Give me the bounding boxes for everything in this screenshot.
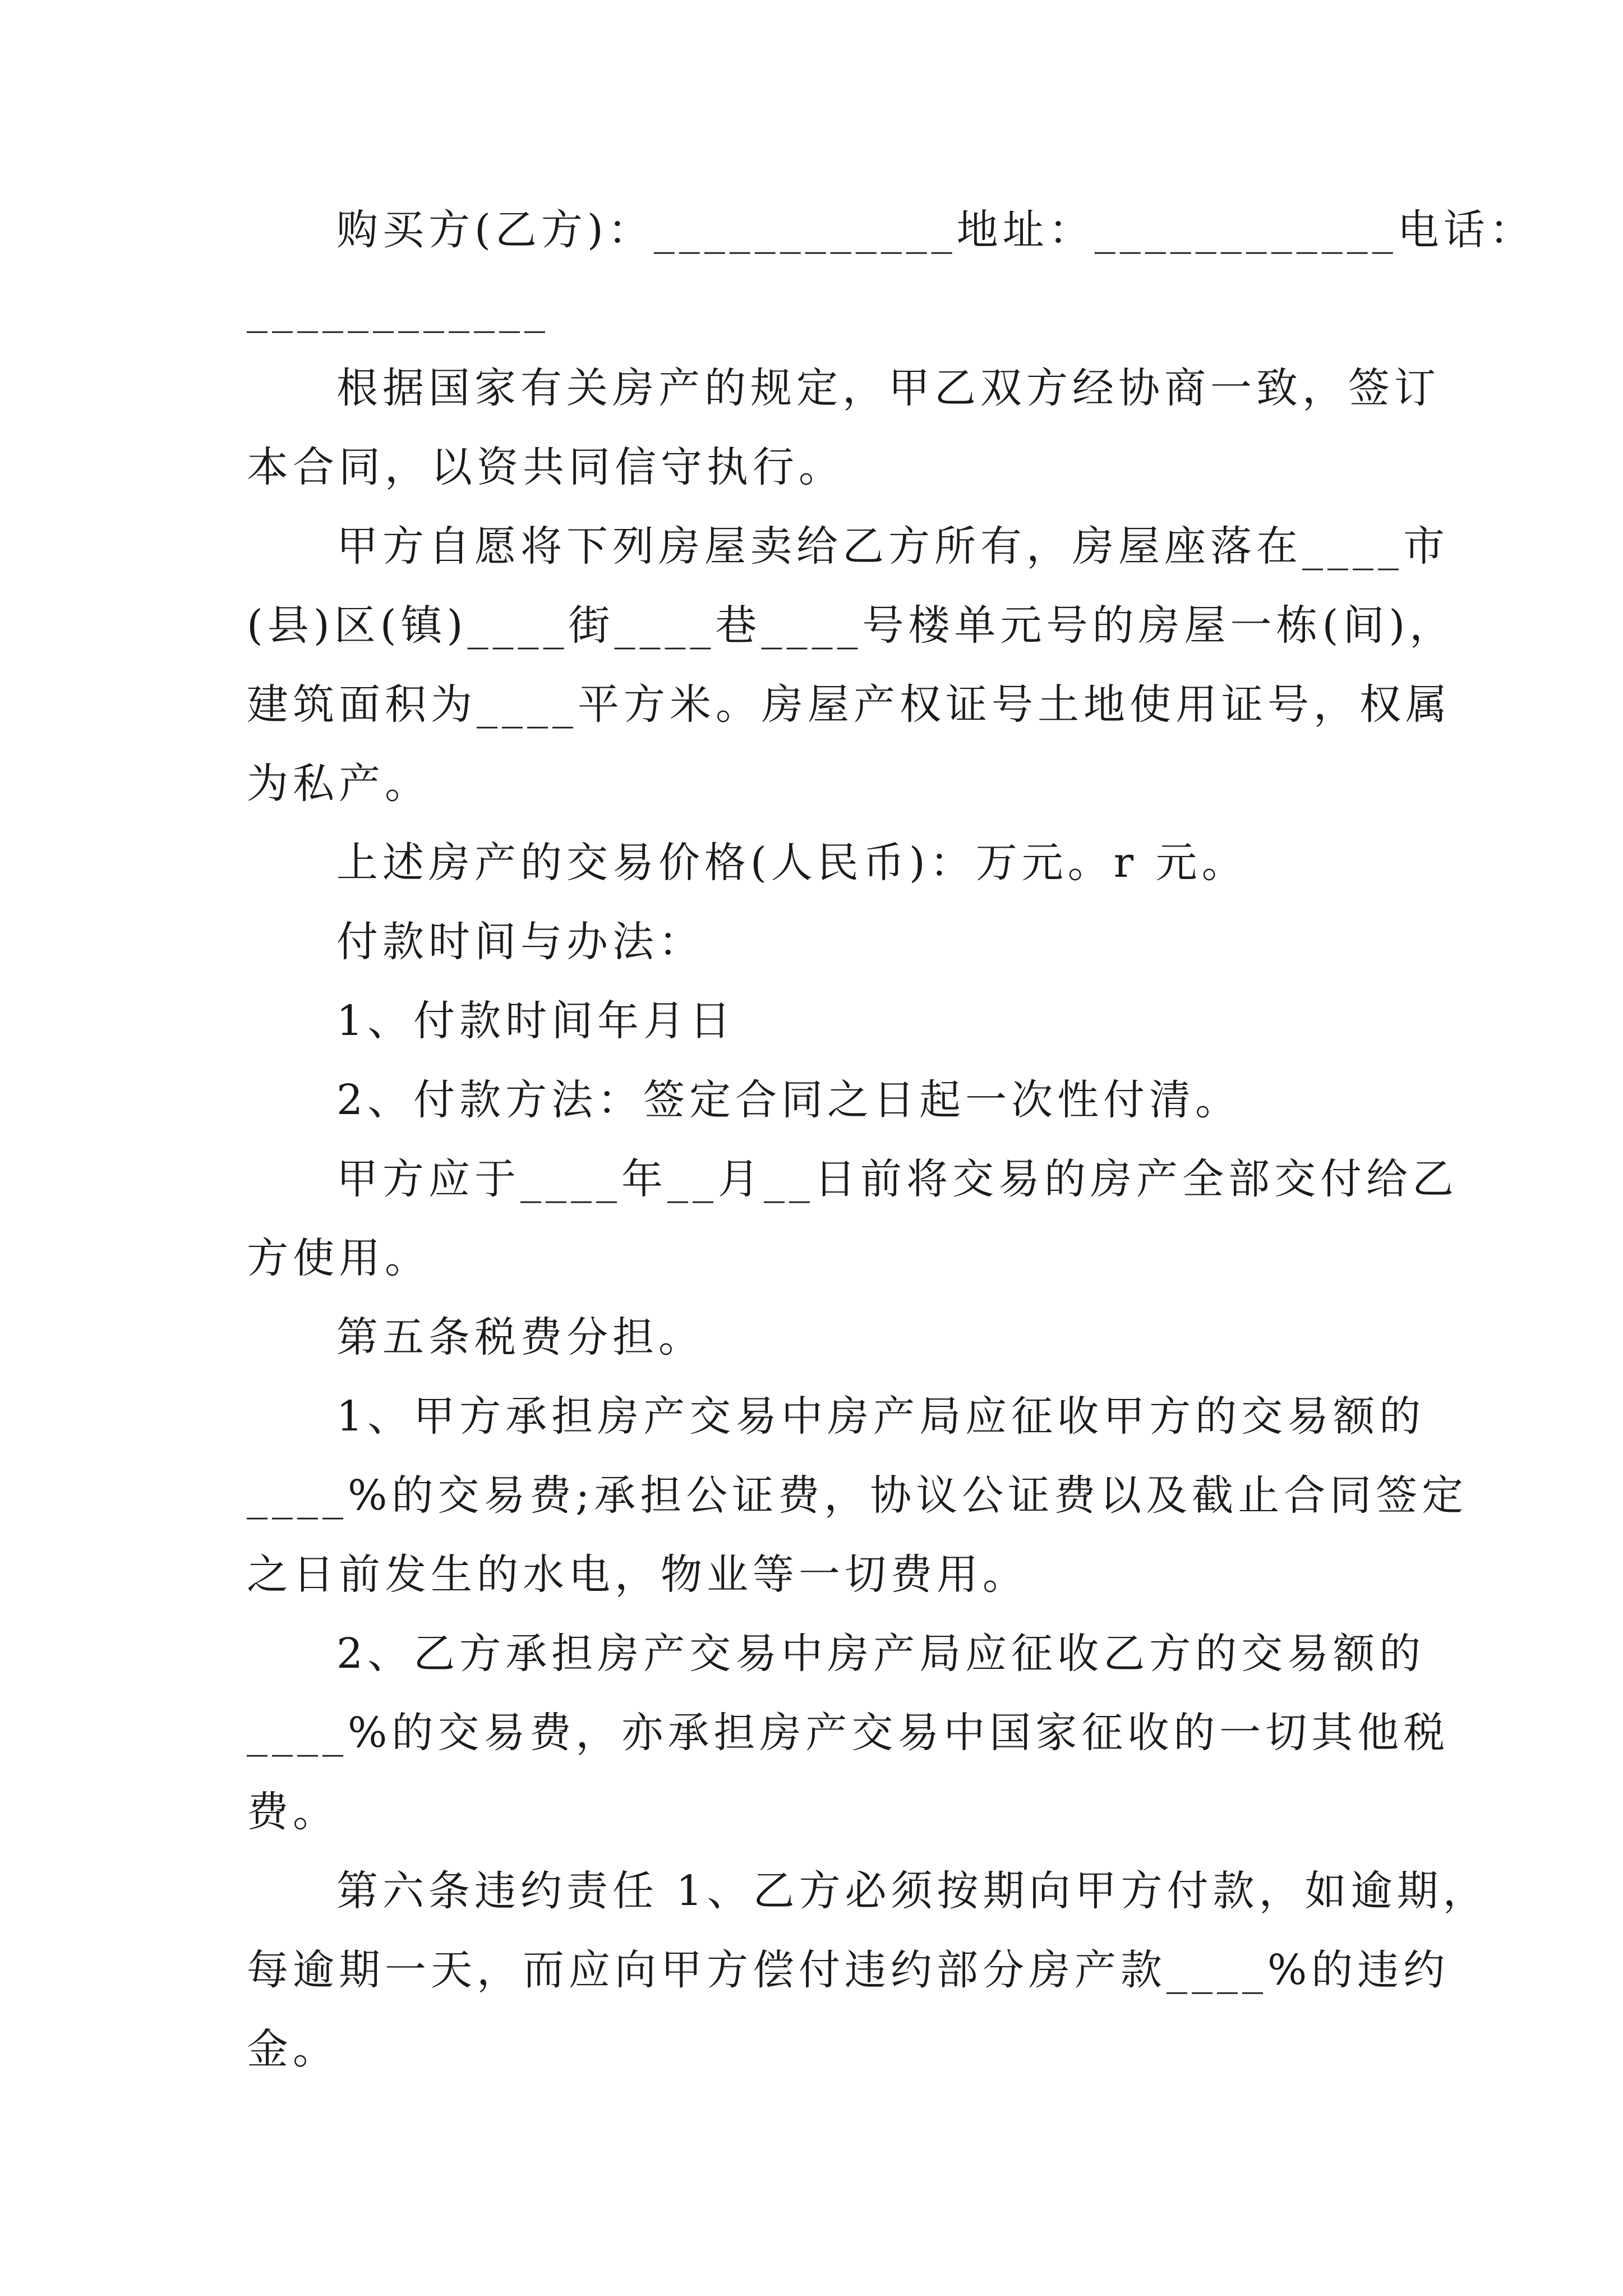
preamble-line-1: 根据国家有关房产的规定，甲乙双方经协商一致，签订: [336, 364, 1440, 412]
tax-item-1-line-2: ____%的交易费;承担公证费，协议公证费以及截止合同签定: [247, 1471, 1468, 1520]
property-line-4: 为私产。: [247, 760, 431, 808]
buyer-info-line: 购买方(乙方)：____________地址：____________电话：: [336, 206, 1536, 254]
tax-item-1-line-1: 1、甲方承担房产交易中房产局应征收甲方的交易额的: [336, 1392, 1426, 1441]
tax-item-2-line-2: ____%的交易费，亦承担房产交易中国家征收的一切其他税: [247, 1709, 1450, 1757]
property-line-1: 甲方自愿将下列房屋卖给乙方所有，房屋座落在____市: [336, 522, 1449, 570]
payment-heading: 付款时间与办法：: [336, 918, 704, 966]
tax-item-1-line-3: 之日前发生的水电，物业等一切费用。: [247, 1550, 1029, 1599]
article-5-heading: 第五条税费分担。: [336, 1313, 704, 1361]
article-6-line-2: 每逾期一天，而应向甲方偿付违约部分房产款____%的违约: [247, 1946, 1450, 1994]
tax-item-2-line-1: 2、乙方承担房产交易中房产局应征收乙方的交易额的: [336, 1630, 1426, 1678]
buyer-phone-blank: ____________: [247, 285, 550, 333]
property-line-2: (县)区(镇)____街____巷____号楼单元号的房屋一栋(间)，: [247, 601, 1456, 650]
contract-body: [247, 191, 1536, 2089]
payment-item-2: 2、付款方法：签定合同之日起一次性付清。: [336, 1076, 1242, 1124]
price-line: 上述房产的交易价格(人民币)：万元。r 元。: [336, 839, 1248, 887]
article-6-line-3: 金。: [247, 2025, 339, 2073]
preamble-line-2: 本合同，以资共同信守执行。: [247, 443, 845, 491]
article-6-line-1: 第六条违约责任 1、乙方必须按期向甲方付款，如逾期，: [336, 1867, 1489, 1915]
payment-item-1: 1、付款时间年月日: [336, 997, 736, 1045]
delivery-line-1: 甲方应于____年__月__日前将交易的房产全部交付给乙: [336, 1155, 1458, 1203]
property-line-3: 建筑面积为____平方米。房屋产权证号土地使用证号，权属: [247, 680, 1451, 729]
tax-item-2-line-3: 费。: [247, 1788, 339, 1836]
delivery-line-2: 方使用。: [247, 1234, 431, 1282]
